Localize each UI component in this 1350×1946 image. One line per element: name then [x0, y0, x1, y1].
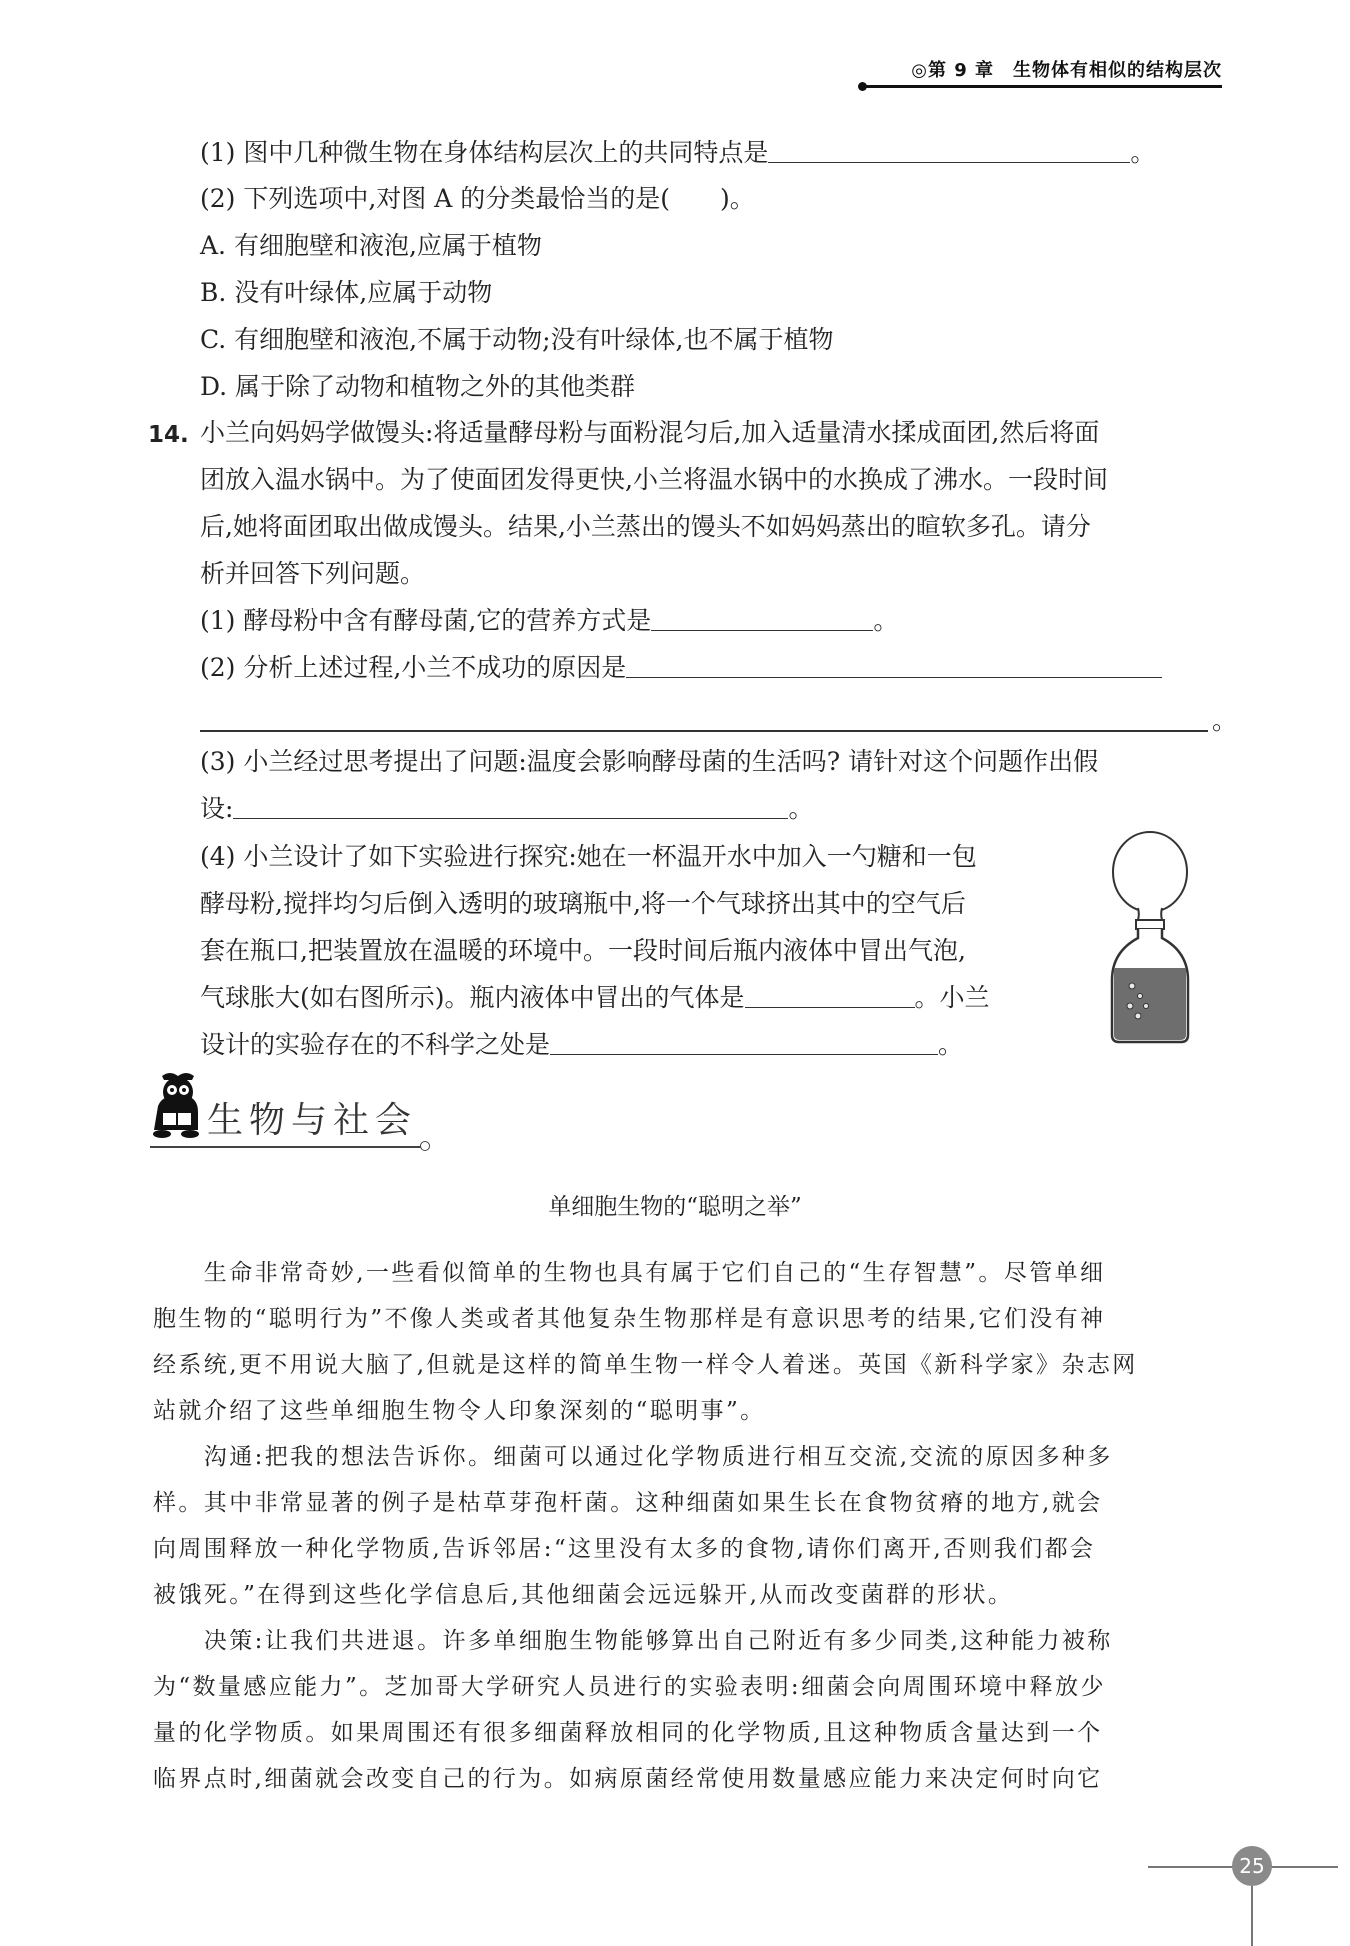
essay-line: 被饿死。”在得到这些化学信息后,其他细菌会远远躲开,从而改变菌群的形状。 — [153, 1582, 1014, 1608]
essay-line: 经系统,更不用说大脑了,但就是这样的简单生物一样令人着迷。英国《新科学家》杂志网 — [153, 1352, 1138, 1378]
footer-rule-vertical — [1251, 1886, 1253, 1946]
q14-part4-line4 — [200, 983, 990, 1013]
section-title: 生物与社会 — [207, 1100, 418, 1141]
essay-line: 临界点时,细菌就会改变自己的行为。如病原菌经常使用数量感应能力来决定何时向它 — [153, 1766, 1103, 1792]
q13-part2: (2) 下列选项中,对图 A 的分类最恰当的是( )。 — [200, 184, 755, 213]
q14-stem-line: 后,她将面团取出做成馒头。结果,小兰蒸出的馒头不如妈妈蒸出的暄软多孔。请分 — [200, 512, 1091, 541]
section-rule — [150, 1146, 422, 1148]
reading-mascot-icon — [148, 1068, 206, 1140]
q14-part2-end: 。 — [1212, 706, 1238, 735]
q14-part4-line: 酵母粉,搅拌均匀后倒入透明的玻璃瓶中,将一个气球挤出其中的空气后 — [200, 889, 966, 918]
essay-title: 单细胞生物的“聪明之举” — [548, 1194, 802, 1220]
q14-part4-line: (4) 小兰设计了如下实验进行探究:她在一杯温开水中加入一勺糖和一包 — [200, 842, 977, 871]
q14-number: 14. — [148, 422, 189, 448]
q14-part3-line2 — [200, 794, 813, 824]
q13-option-b: B. 没有叶绿体,应属于动物 — [200, 278, 493, 307]
essay-line: 向周围释放一种化学物质,告诉邻居:“这里没有太多的食物,请你们离开,否则我们都会 — [153, 1536, 1096, 1562]
essay-line: 生命非常奇妙,一些看似简单的生物也具有属于它们自己的“生存智慧”。尽管单细 — [153, 1260, 1106, 1286]
q14-stem-line: 小兰向妈妈学做馒头:将适量酵母粉与面粉混匀后,加入适量清水揉成面团,然后将面 — [200, 418, 1100, 447]
q14-part4-line: 套在瓶口,把装置放在温暖的环境中。一段时间后瓶内液体中冒出气泡, — [200, 936, 966, 965]
q13-part1-end: 。 — [1130, 138, 1156, 167]
q14-stem-line: 团放入温水锅中。为了使面团发得更快,小兰将温水锅中的水换成了沸水。一段时间 — [200, 465, 1108, 494]
chapter-header: ◎第 9 章 生物体有相似的结构层次 — [911, 60, 1222, 81]
answer-blank[interactable] — [651, 606, 873, 631]
essay-line: 胞生物的“聪明行为”不像人类或者其他复杂生物那样是有意识思考的结果,它们没有神 — [153, 1306, 1106, 1332]
answer-blank[interactable] — [550, 1030, 938, 1055]
q13-option-d: D. 属于除了动物和植物之外的其他类群 — [200, 372, 636, 401]
q13-part1 — [200, 138, 1155, 168]
answer-blank[interactable] — [768, 138, 1130, 163]
answer-blank-line[interactable] — [200, 730, 1208, 732]
header-rule — [862, 85, 1222, 88]
q14-part4-text2: 设计的实验存在的不科学之处是 — [200, 1030, 551, 1059]
answer-blank[interactable] — [626, 653, 1162, 678]
q14-part3-line1: (3) 小兰经过思考提出了问题:温度会影响酵母菌的生活吗? 请针对这个问题作出假 — [200, 747, 1099, 776]
essay-line: 量的化学物质。如果周围还有很多细菌释放相同的化学物质,且这种物质含量达到一个 — [153, 1720, 1103, 1746]
answer-blank[interactable] — [745, 983, 915, 1008]
q14-part2-text: (2) 分析上述过程,小兰不成功的原因是 — [200, 653, 627, 682]
q14-part1-end: 。 — [873, 606, 899, 635]
balloon-bottle-figure — [1100, 820, 1200, 1046]
q14-part1 — [200, 606, 898, 636]
q14-part1-text: (1) 酵母粉中含有酵母菌,它的营养方式是 — [200, 606, 652, 635]
essay-line: 为“数量感应能力”。芝加哥大学研究人员进行的实验表明:细菌会向周围环境中释放少 — [153, 1674, 1106, 1700]
essay-line: 样。其中非常显著的例子是枯草芽孢杆菌。这种细菌如果生长在食物贫瘠的地方,就会 — [153, 1490, 1103, 1516]
q14-part4-end: 。小兰 — [914, 983, 990, 1012]
answer-blank[interactable] — [233, 794, 788, 819]
q14-part2 — [200, 653, 1162, 683]
q14-part3-label: 设: — [200, 794, 234, 823]
essay-line: 决策:让我们共进退。许多单细胞生物能够算出自己附近有多少同类,这种能力被称 — [153, 1628, 1113, 1654]
q14-part4-end2: 。 — [938, 1030, 964, 1059]
q14-stem-line: 析并回答下列问题。 — [200, 559, 426, 588]
page-number: 25 — [1232, 1846, 1272, 1886]
essay-line: 站就介绍了这些单细胞生物令人印象深刻的“聪明事”。 — [153, 1398, 766, 1424]
q13-option-c: C. 有细胞壁和液泡,不属于动物;没有叶绿体,也不属于植物 — [200, 325, 834, 354]
q14-part3-end: 。 — [788, 794, 814, 823]
q13-option-a: A. 有细胞壁和液泡,应属于植物 — [200, 231, 542, 260]
section-rule-end-dot — [420, 1141, 430, 1151]
q13-part1-text: (1) 图中几种微生物在身体结构层次上的共同特点是 — [200, 138, 769, 167]
q14-part4-text: 气球胀大(如右图所示)。瓶内液体中冒出的气体是 — [200, 983, 745, 1012]
q14-part4-line5 — [200, 1030, 963, 1060]
essay-line: 沟通:把我的想法告诉你。细菌可以通过化学物质进行相互交流,交流的原因多种多 — [153, 1444, 1113, 1470]
